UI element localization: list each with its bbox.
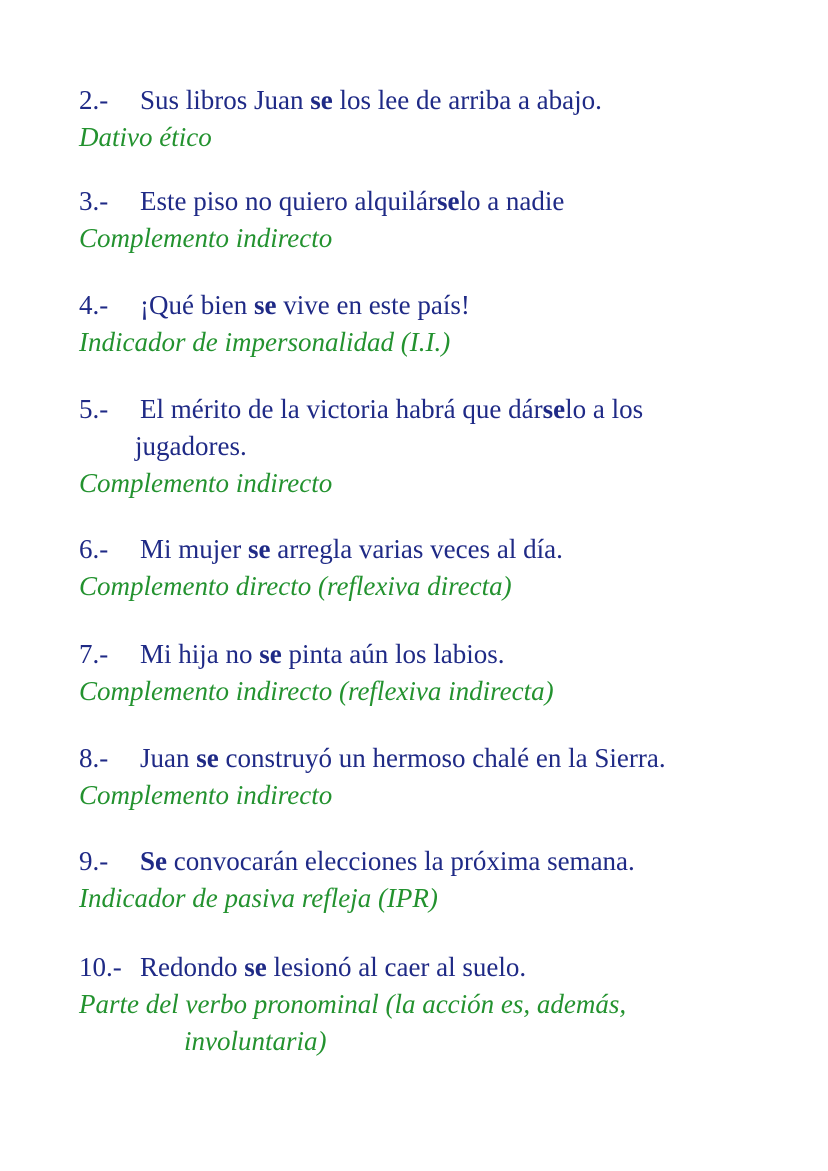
item-number: 8.- (79, 743, 109, 773)
exercise-item-2 (79, 82, 779, 156)
analysis: Complemento indirecto (79, 780, 333, 810)
item-number: 6.- (79, 534, 109, 564)
analysis: Complemento directo (reflexiva directa) (79, 571, 512, 601)
sentence (79, 740, 779, 777)
sentence (79, 949, 779, 986)
se-highlight: se (244, 952, 267, 982)
sentence-text: Redondo se lesionó al caer al suelo. (140, 952, 527, 982)
exercise-item-3 (79, 183, 779, 257)
se-highlight: se (259, 639, 282, 669)
sentence (79, 183, 779, 220)
item-number: 4.- (79, 290, 109, 320)
exercise-item-4 (79, 287, 779, 361)
se-highlight: Se (140, 846, 167, 876)
sentence (79, 531, 779, 568)
item-number: 2.- (79, 85, 109, 115)
sentence (79, 843, 779, 880)
item-number: 10.- (79, 952, 122, 982)
sentence-text: Sus libros Juan se los lee de arriba a abajo. (140, 85, 602, 115)
item-number: 5.- (79, 394, 109, 424)
item-number: 3.- (79, 186, 109, 216)
exercise-item-6 (79, 531, 779, 605)
se-highlight: se (436, 186, 460, 216)
sentence-text: Se convocarán elecciones la próxima semana. (140, 846, 635, 876)
analysis: Dativo ético (79, 122, 212, 152)
exercise-item-5 (79, 391, 779, 502)
sentence-continuation: jugadores. (135, 431, 247, 461)
sentence-text: Juan se construyó un hermoso chalé en la Sierra. (140, 743, 666, 773)
exercise-item-8 (79, 740, 779, 814)
se-highlight: se (248, 534, 271, 564)
analysis: Parte del verbo pronominal (la acción es, además, involuntaria) (79, 986, 779, 1060)
analysis: Complemento indirecto (79, 468, 333, 498)
sentence-text: Mi hija no se pinta aún los labios. (140, 639, 505, 669)
se-highlight: se (253, 290, 277, 320)
sentence-text: El mérito de la victoria habrá que dárselo a los jugadores. (140, 391, 779, 465)
sentence-text: Este piso no quiero alquilárselo a nadie (140, 186, 565, 216)
sentence-text: Mi mujer se arregla varias veces al día. (140, 534, 563, 564)
sentence (79, 287, 779, 324)
exercise-item-7 (79, 636, 779, 710)
item-number: 9.- (79, 846, 109, 876)
exercise-item-10 (79, 949, 779, 1060)
item-number: 7.- (79, 639, 109, 669)
se-highlight: se (542, 394, 566, 424)
analysis: Complemento indirecto (reflexiva indirecta) (79, 676, 554, 706)
sentence (79, 636, 779, 673)
se-highlight: se (310, 85, 333, 115)
analysis: Indicador de pasiva refleja (IPR) (79, 883, 438, 913)
analysis: Indicador de impersonalidad (I.I.) (79, 327, 451, 357)
exercise-item-9 (79, 843, 779, 917)
analysis-continuation: involuntaria) (184, 1026, 327, 1056)
se-highlight: se (196, 743, 219, 773)
sentence (79, 391, 779, 465)
sentence (79, 82, 779, 119)
analysis: Complemento indirecto (79, 223, 333, 253)
sentence-text: ¡Qué bien se vive en este país! (140, 290, 470, 320)
